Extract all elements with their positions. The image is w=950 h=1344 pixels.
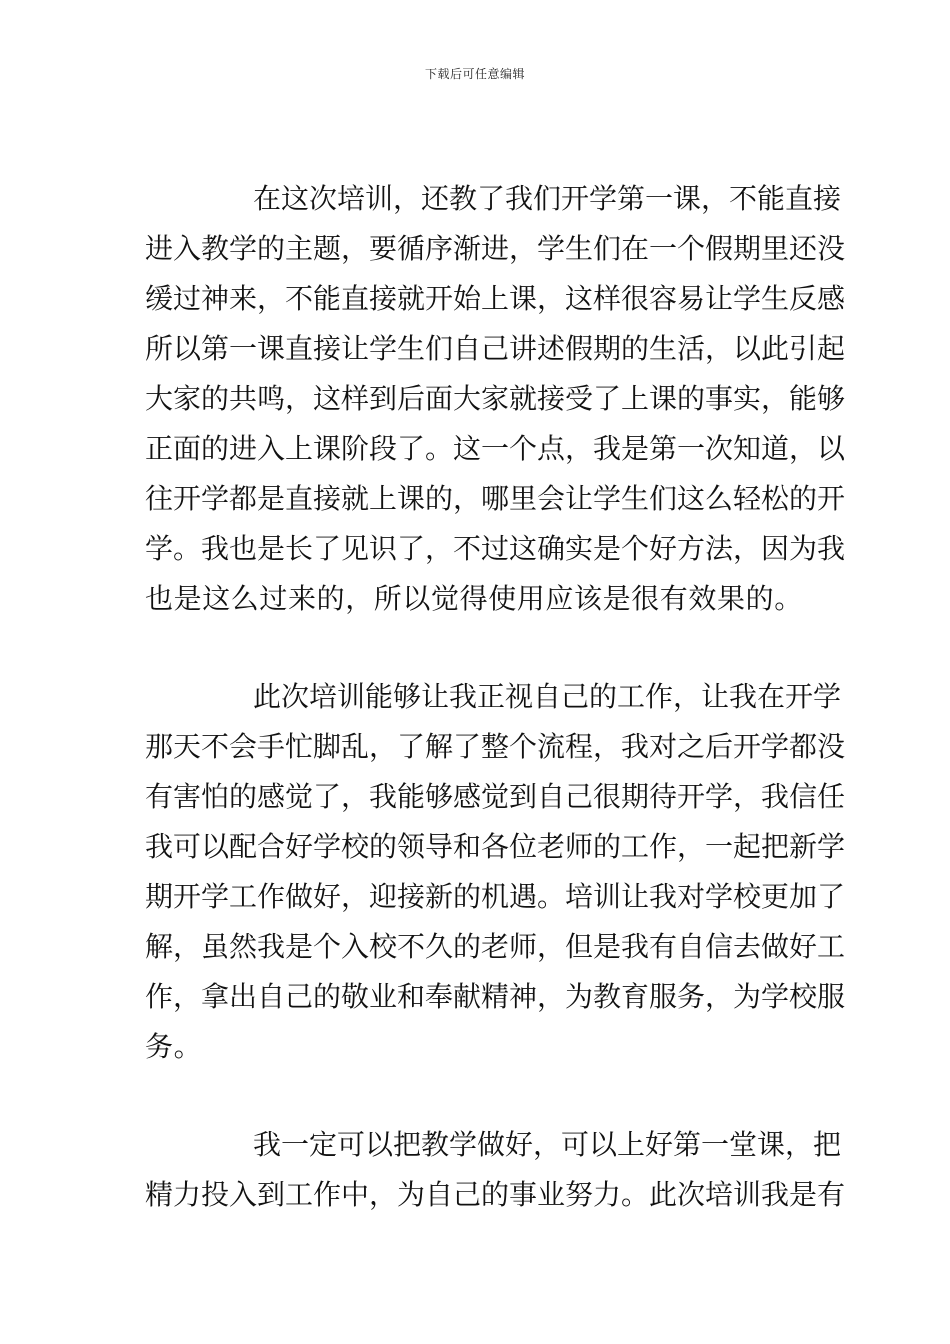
paragraph-1-line-7: 往开学都是直接就上课的，哪里会让学生们这么轻松的开 [145,482,846,515]
paragraph-1-line-2: 进入教学的主题，要循序渐进，学生们在一个假期里还没 [145,232,846,265]
paragraph-2-line-1: 此次培训能够让我正视自己的工作，让我在开学 [253,680,842,713]
paragraph-1-line-9: 也是这么过来的，所以觉得使用应该是很有效果的。 [145,582,803,615]
paragraph-2-line-7: 作，拿出自己的敬业和奉献精神，为教育服务，为学校服 [145,980,846,1013]
paragraph-1-line-6: 正面的进入上课阶段了。这一个点，我是第一次知道，以 [145,432,846,465]
paragraph-3-line-1: 我一定可以把教学做好，可以上好第一堂课，把 [253,1128,842,1161]
paragraph-1-line-3: 缓过神来，不能直接就开始上课，这样很容易让学生反感 [145,282,846,315]
paragraph-1-line-4: 所以第一课直接让学生们自己讲述假期的生活，以此引起 [145,332,846,365]
paragraph-2-line-2: 那天不会手忙脚乱，了解了整个流程，我对之后开学都没 [145,730,846,763]
paragraph-1-line-8: 学。我也是长了见识了，不过这确实是个好方法，因为我 [145,532,846,565]
paragraph-2-line-4: 我可以配合好学校的领导和各位老师的工作，一起把新学 [145,830,846,863]
paragraph-2-line-3: 有害怕的感觉了，我能够感觉到自己很期待开学，我信任 [145,780,846,813]
paragraph-1-line-5: 大家的共鸣，这样到后面大家就接受了上课的事实，能够 [145,382,846,415]
page-header-note: 下载后可任意编辑 [424,67,525,81]
paragraph-2-line-5: 期开学工作做好，迎接新的机遇。培训让我对学校更加了 [145,880,846,913]
paragraph-2-line-8: 务。 [145,1030,203,1063]
paragraph-3-line-2: 精力投入到工作中，为自己的事业努力。此次培训我是有 [145,1178,846,1211]
paragraph-2-line-6: 解，虽然我是个入校不久的老师，但是我有自信去做好工 [145,930,846,963]
paragraph-1-line-1: 在这次培训，还教了我们开学第一课，不能直接 [253,182,842,215]
